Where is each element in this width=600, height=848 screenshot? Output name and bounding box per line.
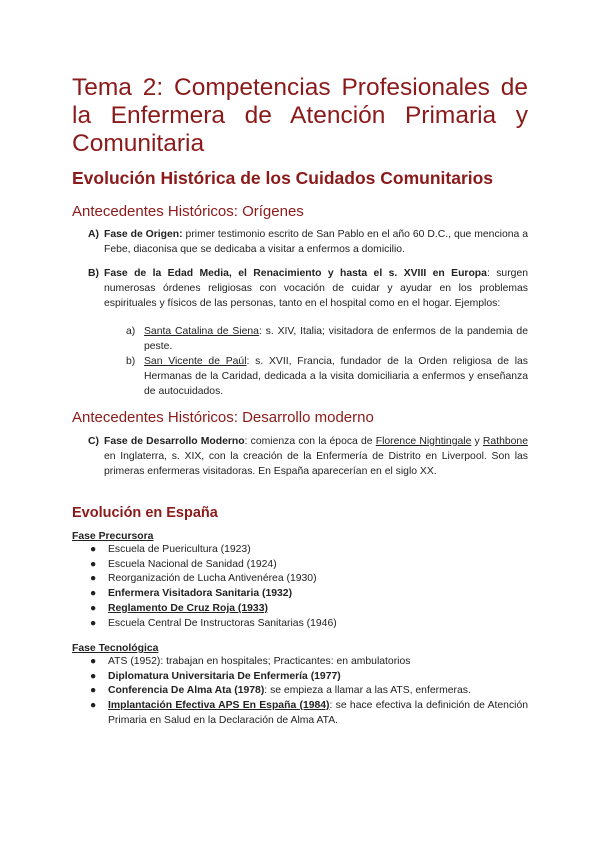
bullet-icon: ● <box>90 670 97 682</box>
example-text: : s. XVII, Francia, fundador de la Orden religiosa de las Hermanas de la Caridad, dedicada a la visita domiciliaria a enfermos y enseñanza de autocuidados. <box>144 356 528 397</box>
example-mark: b) <box>126 356 136 367</box>
item-mark: B) <box>88 268 99 279</box>
bullet-icon: ● <box>90 700 97 712</box>
bullet-icon: ● <box>90 544 97 555</box>
item-b <box>88 266 528 311</box>
phase-precursora: Fase Precursora <box>72 531 154 542</box>
title-line: la Enfermera de Atención Primaria y <box>72 102 528 129</box>
list-tecnologica <box>90 655 528 729</box>
item-label: Fase de Desarrollo Moderno <box>104 436 245 447</box>
link-rathbone[interactable]: Rathbone <box>482 436 528 447</box>
item-text: : surgen numerosas órdenes religiosas con vocación de cuidar y ayudar en los problemas espirituales y físicos de las personas, tanto en el hospital como en el hogar. Ejemplos: <box>104 268 528 309</box>
list-item: ● Implantación Efectiva APS En España (1984): se hace efectiva la definición de Atención Primaria en Salud en la Declaración de Alma ATA. <box>90 700 529 726</box>
item-label: Fase de la Edad Media, el Renacimiento y hasta el s. XVIII en Europa <box>104 268 487 279</box>
item-text: en Inglaterra, s. XIX, con la creación de la Enfermería de Distrito en Liverpool. Son las primeras enfermeras visitadoras. En España aparecerían en el siglo XX. <box>104 451 528 477</box>
item-label: Fase de Origen: <box>104 229 183 240</box>
page-title <box>72 74 528 158</box>
list-item: ● Conferencia De Alma Ata (1978): se empieza a llamar a las ATS, enfermeras. <box>90 684 528 699</box>
list-item: ● Reglamento De Cruz Roja (1933) <box>90 602 528 617</box>
item-text: primer testimonio escrito de San Pablo en el año 60 D.C., que menciona a Febe, diaconisa que se dedicaba a visitar a enfermos a domicilio. <box>104 229 528 255</box>
bullet-icon: ● <box>90 588 97 600</box>
title-line: Comunitaria <box>72 130 205 157</box>
item-mark: A) <box>88 229 99 240</box>
bullet-icon: ● <box>90 656 97 667</box>
bullet-icon: ● <box>90 602 97 614</box>
example-text: : s. XIV, Italia; visitadora de enfermos de la pandemia de peste. <box>144 326 528 352</box>
list-precursora <box>90 543 528 631</box>
list-item: ● Reorganización de Lucha Antivenérea (1930) <box>90 572 528 587</box>
list-item: ● Escuela Nacional de Sanidad (1924) <box>90 558 528 573</box>
item-c <box>88 434 528 479</box>
example-mark: a) <box>126 326 136 337</box>
list-item: ● ATS (1952): trabajan en hospitales; Practicantes: en ambulatorios <box>90 655 528 670</box>
item-text: y <box>471 436 483 447</box>
link-florence-nightingale[interactable]: Florence Nightingale <box>375 436 472 447</box>
section-subtitle: Evolución Histórica de los Cuidados Comunitarios <box>72 168 494 188</box>
bullet-icon: ● <box>90 573 97 585</box>
item-mark: C) <box>88 436 99 447</box>
item-a <box>88 227 528 257</box>
heading-espana: Evolución en España <box>72 505 218 521</box>
heading-origenes: Antecedentes Históricos: Orígenes <box>72 203 304 220</box>
title-line: Tema 2: Competencias Profesionales de <box>72 74 528 101</box>
phase-tecnologica: Fase Tecnológica <box>72 643 159 654</box>
bullet-icon: ● <box>90 685 97 697</box>
example-link[interactable]: Santa Catalina de Siena <box>144 326 259 337</box>
heading-moderno: Antecedentes Históricos: Desarrollo moderno <box>72 409 374 426</box>
example-a <box>126 324 528 354</box>
example-b <box>126 354 528 399</box>
list-item: ● Diplomatura Universitaria De Enfermería (1977) <box>90 670 528 685</box>
list-item: ● Enfermera Visitadora Sanitaria (1932) <box>90 587 528 602</box>
item-text: : comienza con la época de <box>244 436 376 447</box>
example-link[interactable]: San Vicente de Paúl <box>144 356 247 367</box>
list-item: ● Escuela de Puericultura (1923) <box>90 543 528 558</box>
bullet-icon: ● <box>90 558 97 570</box>
bullet-icon: ● <box>90 617 97 629</box>
list-item: ● Escuela Central De Instructoras Sanitarias (1946) <box>90 617 528 632</box>
